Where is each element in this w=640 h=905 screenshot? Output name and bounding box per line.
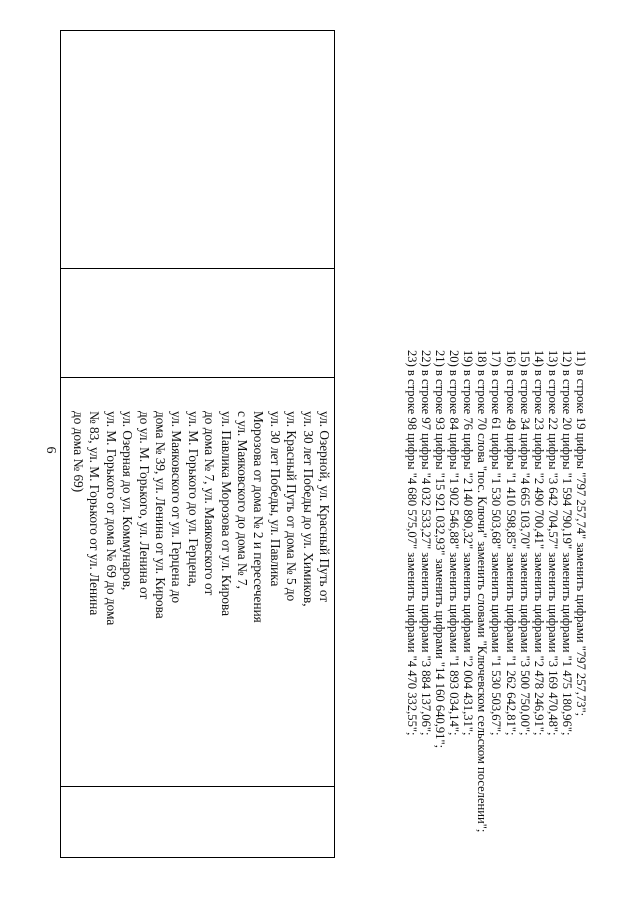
address-line: до дома № 69)	[70, 411, 86, 493]
address-line: ул. Озерной, ул. Красный Путь от	[317, 411, 332, 603]
address-line: дома № 39, ул. Ленина от ул. Кирова	[152, 411, 168, 619]
amendments-list	[405, 350, 588, 870]
amendment-item: 20) в строке 84 цифры "1 902 546,88" заменить цифрами "1 893 034,14";	[447, 350, 462, 736]
amendment-item: 23) в строке 98 цифры "4 680 575,07" заменить цифрами "4 470 332,55";	[404, 350, 419, 736]
column-divider	[61, 786, 334, 787]
address-line: ул. Маяковского от ул. Герцена до	[169, 411, 185, 604]
amendment-item: 16) в строке 49 цифры "1 410 598,85" заменить цифрами "1 262 642,81";	[503, 350, 518, 736]
address-line: с ул. Маяковского до дома № 7,	[234, 411, 250, 589]
address-line: ул. 30 лет Победы до ул. Химиков,	[300, 411, 316, 607]
column-divider	[61, 377, 334, 378]
address-line: до дома № 7, ул. Маяковского от	[202, 411, 218, 596]
address-line: ул. Озерная до ул. Коммунаров,	[120, 411, 136, 591]
address-line: ул. Красный Путь от дома № 5 до	[284, 411, 300, 602]
amendment-item: 22) в строке 97 цифры "4 032 533,27" заменить цифрами "3 884 137,06";	[418, 350, 433, 736]
address-line: до ул. М. Горького, ул. Ленина от	[136, 411, 152, 600]
amendment-item: 17) в строке 61 цифры "1 530 503,68" заменить цифрами "1 530 503,67";	[489, 350, 504, 736]
amendment-item: 11) в строке 19 цифры "797 257,74" заменить цифрами "797 257,73";	[574, 350, 588, 717]
amendment-item: 15) в строке 34 цифры "4 665 103,70" заменить цифрами "3 500 750,00";	[517, 350, 532, 736]
amendment-item: 18) в строке 70 слова "пос. Ключи" заменить словами "Ключевском сельском поселении";	[475, 350, 490, 833]
address-line: Морозова от дома № 2 и пересечения	[251, 411, 267, 623]
amendment-item: 13) в строке 22 цифры "3 642 704,57" заменить цифрами "3 169 470,48";	[545, 350, 560, 736]
amendment-item: 21) в строке 93 цифры "15 921 032,93" заменить цифрами "14 160 640,91";	[433, 350, 448, 749]
column-divider	[61, 268, 334, 269]
address-table	[60, 30, 335, 858]
address-line: ул. 30 лет Победы, ул. Павлика	[267, 411, 283, 587]
address-line: ул. Павлика Морозова от ул. Кирова	[218, 411, 234, 617]
address-line: ул. М. Горького от дома № 69 до дома	[103, 411, 119, 626]
amendment-item: 19) в строке 76 цифры "2 140 890,32" заменить цифрами "2 004 431,31";	[461, 350, 476, 736]
address-line: № 83, ул. М. Горького от ул. Ленина	[87, 411, 103, 616]
address-cell	[70, 411, 333, 626]
amendment-item: 14) в строке 23 цифры "2 490 700,41" заменить цифрами "2 478 246,91";	[531, 350, 546, 736]
page-number: 6	[43, 446, 58, 454]
amendment-item: 12) в строке 20 цифры "1 594 790,19" заменить цифрами "1 475 180,96";	[559, 350, 574, 736]
address-line: ул. М. Горького до ул. Герцена,	[185, 411, 201, 587]
